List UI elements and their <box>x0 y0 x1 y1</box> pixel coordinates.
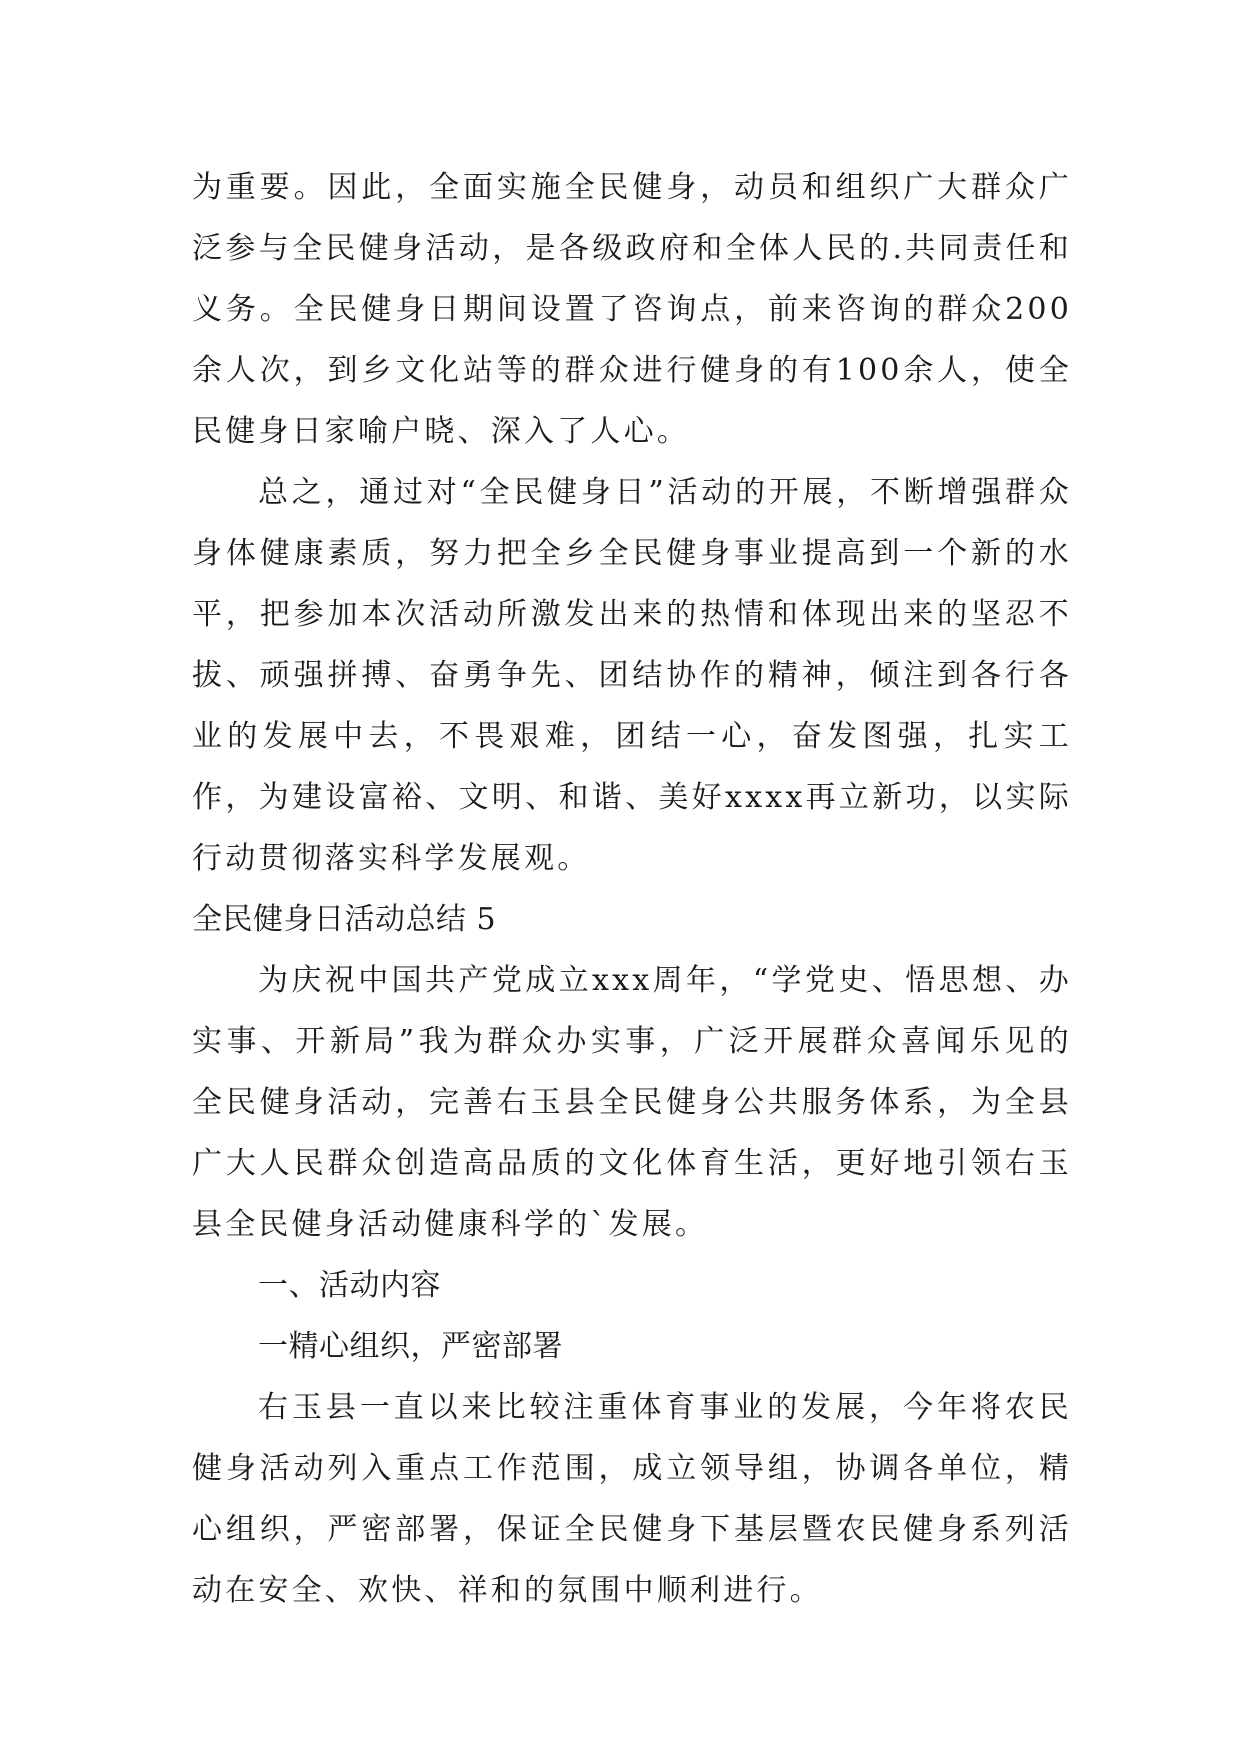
paragraph-4: 右玉县一直以来比较注重体育事业的发展，今年将农民健身活动列入重点工作范围，成立领导组，协调各单位，精心组织，严密部署，保证全民健身下基层暨农民健身系列活动在安全、欢快、祥和的氛围中顺利进行。 <box>192 1390 1072 1608</box>
section-title: 全民健身日活动总结 5 <box>192 902 497 937</box>
subheading-organization: 一精心组织，严密部署 <box>258 1329 563 1364</box>
subheading-activity-content: 一、活动内容 <box>258 1268 441 1303</box>
paragraph-2: 总之，通过对“全民健身日”活动的开展，不断增强群众身体健康素质，努力把全乡全民健身事业提高到一个新的水平，把参加本次活动所激发出来的热情和体现出来的坚忍不拔、顽强拼搏、奋勇争先、团结协作的精神，倾注到各行各业的发展中去，不畏艰难，团结一心，奋发图强，扎实工作，为建设富裕、文明、和谐、美好xxxx再立新功，以实际行动贯彻落实科学发展观。 <box>192 475 1072 876</box>
document-body <box>192 157 1072 1621</box>
paragraph-1: 为重要。因此，全面实施全民健身，动员和组织广大群众广泛参与全民健身活动，是各级政府和全体人民的.共同责任和义务。全民健身日期间设置了咨询点，前来咨询的群众200余人次，到乡文化站等的群众进行健身的有100余人，使全民健身日家喻户晓、深入了人心。 <box>192 170 1072 449</box>
paragraph-3: 为庆祝中国共产党成立xxx周年，“学党史、悟思想、办实事、开新局”我为群众办实事，广泛开展群众喜闻乐见的全民健身活动，完善右玉县全民健身公共服务体系，为全县广大人民群众创造高品质的文化体育生活，更好地引领右玉县全民健身活动健康科学的`发展。 <box>192 963 1072 1242</box>
